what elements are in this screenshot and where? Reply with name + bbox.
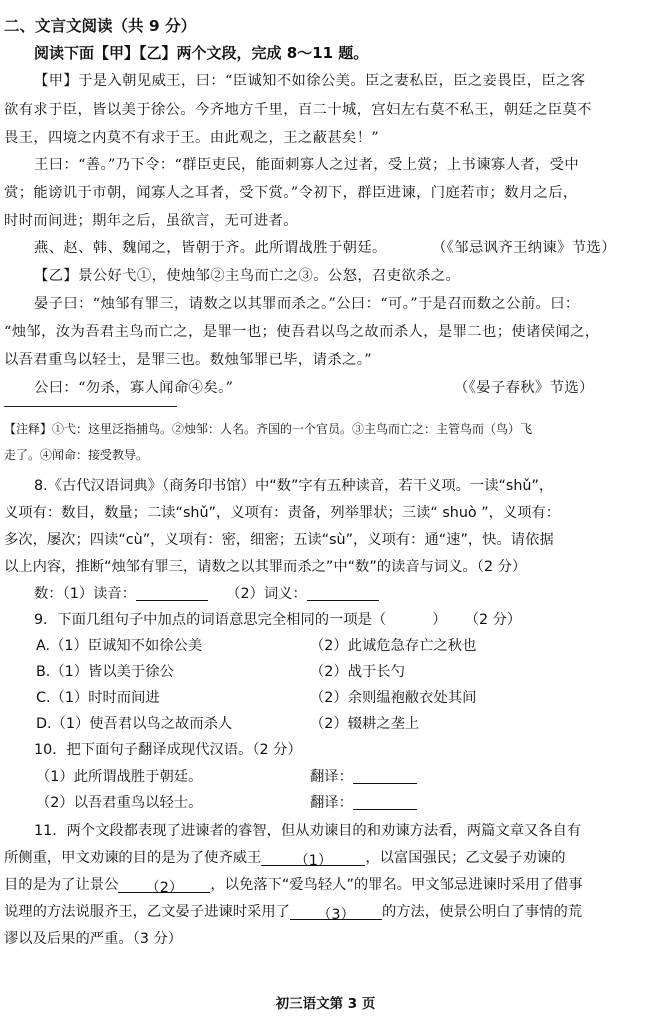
q10-translate-row-1 (310, 765, 417, 789)
yi-line-3: “烛邹，汝为吾君主鸟而亡之，是罪一也；使吾君以鸟之故而杀人，是罪二也；使诸侯闻之， (4, 324, 600, 340)
q10-translate-blank-2[interactable] (353, 793, 417, 810)
jia-line-1: 【甲】于是入朝见威王，曰：“臣诚知不如徐公美。臣之妻私臣，臣之妾畏臣，臣之客 (34, 73, 586, 89)
q11-line-2 (4, 846, 645, 870)
q10-stem: 10．把下面句子翻译成现代汉语。（2 分） (34, 742, 302, 758)
jia-line-6: 时时而间进；期年之后，虽欲言，无可进者。 (4, 213, 298, 229)
jia-line-7: 燕、赵、韩、魏闻之，皆朝于齐。此所谓战胜于朝廷。 (34, 240, 387, 256)
notes-line-2: 走了。④闻命：接受教导。 (4, 448, 149, 462)
yi-line-1: 【乙】景公好弋①，使烛邹②主鸟而亡之③。公怒，召吏欲杀之。 (34, 268, 461, 284)
q11-blank-3[interactable]: （3） (290, 903, 382, 920)
q11-line-5: 谬以及后果的严重。（3 分） (4, 931, 183, 947)
q11-line-2a: 所侧重，甲文劝谏的目的是为了使齐威王 (4, 850, 262, 866)
q11-line-4b: 的方法，使景公明白了事情的荒 (381, 904, 583, 920)
q10-translate-label-2: 翻译： (310, 795, 353, 811)
notes-divider (4, 406, 177, 407)
q9-stem-end: ） (432, 612, 447, 628)
q8-line-3: 多次，屡次；四读“cù”，义项有：密，细密；五读“sù”，义项有：通“速”，快。请依据 (4, 532, 554, 548)
q8-answer-meaning-label: （2）词义： (226, 586, 307, 602)
q11-line-4 (4, 900, 645, 924)
yi-line-4: 以吾君重鸟以轻士，是罪三也。数烛邹罪已毕，请杀之。” (4, 352, 372, 368)
q9-option-d-right: （2）辍耕之垄上 (310, 716, 420, 732)
q11-line-3a: 目的是为了让景公 (4, 877, 119, 893)
q11-line-1: 11．两个文段都表现了进谏者的睿智，但从劝谏目的和劝谏方法看，两篇文章又各自有 (34, 823, 582, 839)
q11-line-3b: ，以免落下“爱鸟轻人”的罪名。甲文邹忌进谏时采用了借事 (210, 877, 583, 893)
q10-translate-label-1: 翻译： (310, 769, 353, 785)
q9-stem: 9．下面几组句子中加点的词语意思完全相同的一项是（ (34, 612, 387, 628)
q8-answer-row (34, 582, 645, 606)
q10-sentence-1: （1）此所谓战胜于朝廷。 (36, 769, 203, 785)
q9-option-c-right: （2）余则缊袍敝衣处其间 (310, 690, 477, 706)
q8-line-1: 8.《古代汉语词典》（商务印书馆）中“数”字有五种读音，若干义项。一读“shǔ”， (34, 478, 554, 494)
q10-translate-row-2 (310, 791, 417, 815)
page-footer: 初三语文第 3 页 (275, 996, 376, 1012)
yi-line-5: 公曰：“勿杀，寡人闻命④矣。” (34, 380, 234, 396)
q11-line-4a: 说理的方法说服齐王，乙文晏子进谏时采用了 (4, 904, 290, 920)
q11-line-2b: ，以富国强民；乙文晏子劝谏的 (365, 850, 566, 866)
q9-points: （2 分） (464, 612, 522, 628)
notes-line-1: 【注释】①弋：这里泛指捕鸟。②烛邹：人名。齐国的一个官员。③主鸟而亡之：主管鸟而（鸟）飞 (4, 422, 533, 436)
q11-blank-1[interactable]: （1） (261, 849, 365, 866)
q8-line-4: 以上内容，推断“烛邹有罪三，请数之以其罪而杀之”中“数”的读音与词义。（2 分） (4, 559, 527, 575)
q9-option-b-left: B.（1）皆以美于徐公 (36, 664, 174, 680)
q11-blank-2[interactable]: （2） (118, 876, 210, 893)
q8-pronunciation-blank[interactable] (136, 584, 208, 601)
jia-line-3: 畏王，四境之内莫不有求于王。由此观之，王之蔽甚矣！” (4, 130, 380, 146)
jia-line-5: 赏；能谤讥于市朝，闻寡人之耳者，受下赏。”令初下，群臣进谏，门庭若市；数月之后， (4, 185, 578, 201)
q10-sentence-2: （2）以吾君重鸟以轻士。 (36, 795, 203, 811)
yi-line-2: 晏子曰：“烛邹有罪三，请数之以其罪而杀之。”公曰：“可。”于是召而数之公前。曰： (34, 296, 580, 312)
q9-option-a-right: （2）此诚危急存亡之秋也 (310, 638, 477, 654)
q9-option-c-left: C.（1）时时而间进 (36, 690, 160, 706)
yi-source: （《晏子春秋》节选） (454, 380, 594, 396)
q9-option-a-left: A.（1）臣诚知不如徐公美 (36, 638, 203, 654)
q11-line-3 (4, 873, 645, 897)
q8-answer-prefix: 数：（1）读音： (34, 586, 137, 602)
q9-stem-row (34, 608, 645, 632)
q8-meaning-blank[interactable] (307, 584, 379, 601)
instruction: 阅读下面【甲】【乙】两个文段，完成 8～11 题。 (34, 44, 369, 62)
q9-option-b-right: （2）战于长勺 (310, 664, 405, 680)
q10-translate-blank-1[interactable] (353, 767, 417, 784)
jia-source: （《邹忌讽齐王纳谏》节选） (432, 240, 616, 256)
jia-line-2: 欲有求于臣，皆以美于徐公。今齐地方千里，百二十城，宫妇左右莫不私王，朝廷之臣莫不 (4, 102, 592, 118)
jia-line-4: 王曰：“善。”乃下令：“群臣吏民，能面刺寡人之过者，受上赏；上书谏寡人者，受中 (34, 157, 580, 173)
section-title: 二、文言文阅读（共 9 分） (4, 17, 197, 35)
q8-line-2: 义项有：数目，数量；二读“shǔ”，义项有：责备，列举罪状；三读“ shuò ”，义项有： (4, 505, 561, 521)
q9-option-d-left: D.（1）使吾君以鸟之故而杀人 (36, 716, 233, 732)
